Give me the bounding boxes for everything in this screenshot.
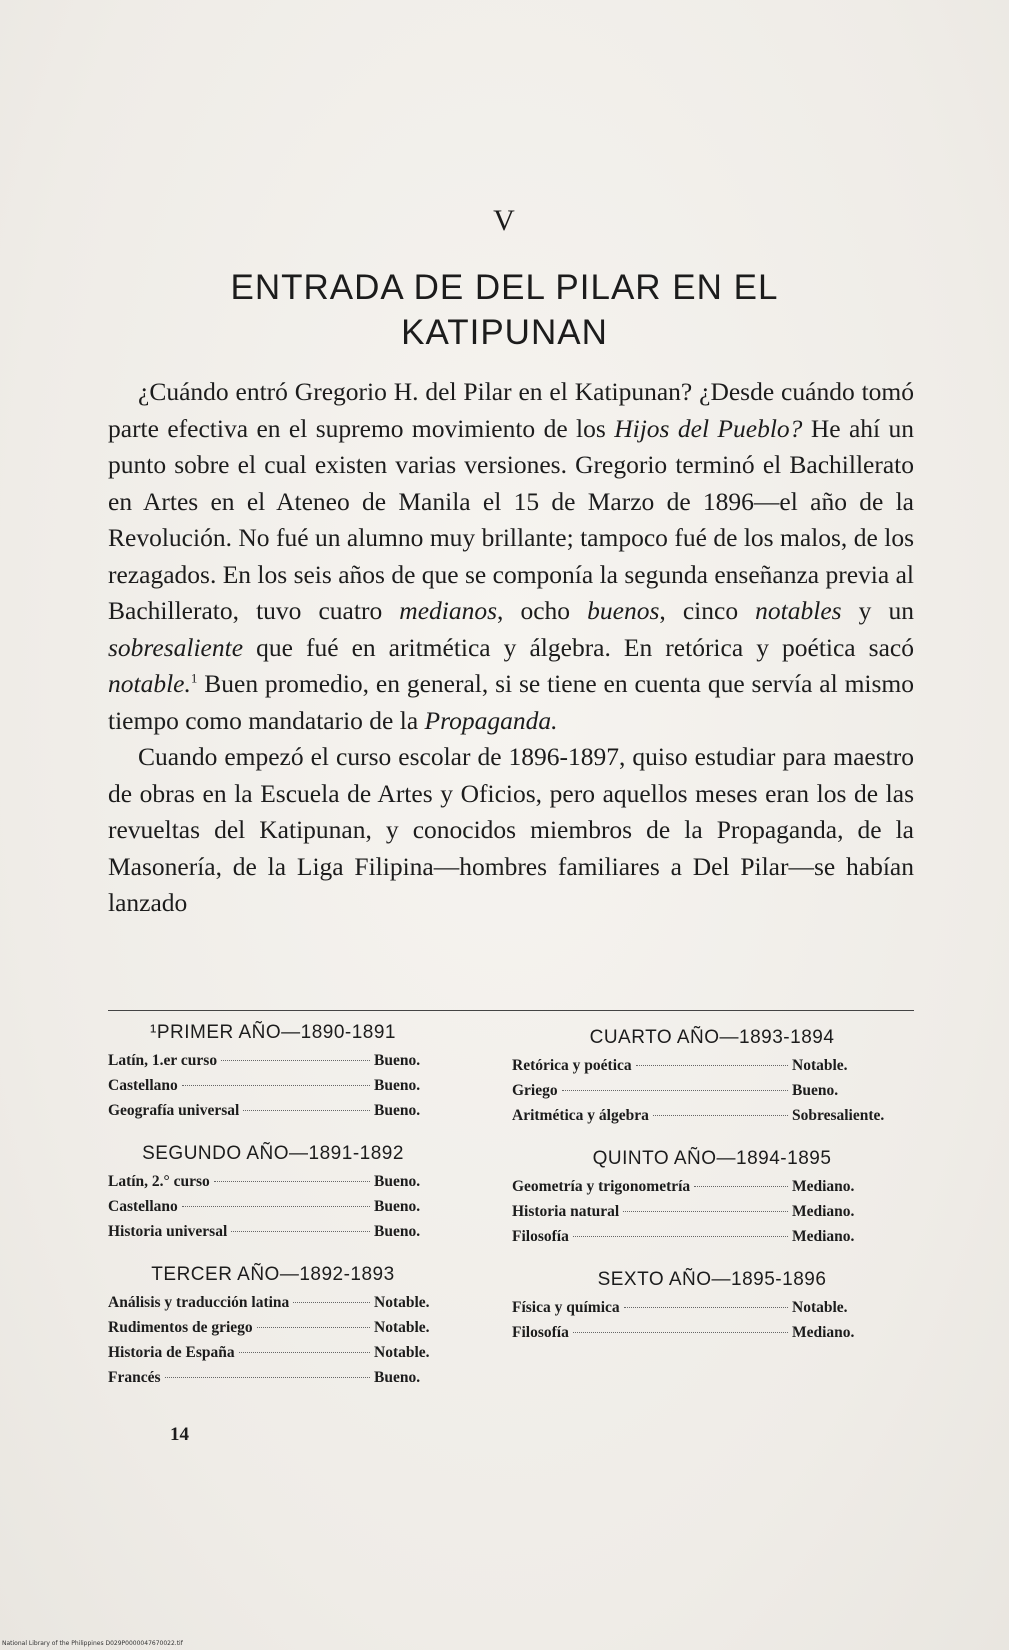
subject-name: Francés bbox=[108, 1369, 161, 1386]
archive-footer: National Library of the Philippines D029P0000047670022.tif bbox=[2, 1640, 183, 1647]
subject-name: Rudimentos de griego bbox=[108, 1319, 253, 1336]
grade-row bbox=[512, 1299, 912, 1324]
grade-row bbox=[512, 1082, 912, 1107]
year-heading: QUINTO AÑO—1894-1895 bbox=[592, 1148, 832, 1169]
grade-value: Bueno. bbox=[374, 1198, 421, 1215]
grade-row bbox=[108, 1294, 438, 1319]
year-block bbox=[512, 1269, 912, 1349]
chapter-number: V bbox=[493, 204, 516, 237]
dot-leader bbox=[293, 1302, 370, 1303]
dot-leader bbox=[562, 1090, 788, 1091]
grade-row bbox=[108, 1052, 438, 1077]
grade-row bbox=[108, 1223, 438, 1248]
grade-row bbox=[108, 1319, 438, 1344]
year-heading: CUARTO AÑO—1893-1894 bbox=[589, 1027, 835, 1048]
grade-value: Bueno. bbox=[374, 1369, 421, 1386]
dot-leader bbox=[221, 1060, 370, 1061]
dot-leader bbox=[694, 1186, 788, 1187]
grade-row bbox=[108, 1173, 438, 1198]
grade-value: Notable. bbox=[374, 1294, 430, 1311]
year-heading: ¹PRIMER AÑO—1890-1891 bbox=[150, 1022, 396, 1043]
grade-row bbox=[512, 1228, 912, 1253]
subject-name: Aritmética y álgebra bbox=[512, 1107, 649, 1124]
year-heading: SEGUNDO AÑO—1891-1892 bbox=[142, 1143, 404, 1164]
dot-leader bbox=[214, 1181, 370, 1182]
grade-row bbox=[512, 1107, 912, 1132]
body-text bbox=[108, 374, 914, 922]
dot-leader bbox=[573, 1332, 788, 1333]
subject-name: Griego bbox=[512, 1082, 558, 1099]
dot-leader bbox=[239, 1352, 370, 1353]
subject-name: Historia natural bbox=[512, 1203, 620, 1220]
grade-value: Notable. bbox=[792, 1057, 848, 1074]
dot-leader bbox=[623, 1211, 788, 1212]
subject-name: Historia de España bbox=[108, 1344, 235, 1361]
grade-row bbox=[108, 1369, 438, 1394]
grade-value: Mediano. bbox=[792, 1324, 855, 1341]
grade-row bbox=[108, 1077, 438, 1102]
year-block bbox=[108, 1143, 438, 1248]
subject-name: Física y química bbox=[512, 1299, 620, 1316]
grade-value: Bueno. bbox=[792, 1082, 839, 1099]
grade-row bbox=[512, 1203, 912, 1228]
grade-value: Bueno. bbox=[374, 1173, 421, 1190]
subject-name: Filosofía bbox=[512, 1324, 569, 1341]
grade-value: Notable. bbox=[792, 1299, 848, 1316]
dot-leader bbox=[257, 1327, 370, 1328]
grade-value: Mediano. bbox=[792, 1203, 855, 1220]
grade-row bbox=[512, 1178, 912, 1203]
year-heading: TERCER AÑO—1892-1893 bbox=[151, 1264, 395, 1285]
dot-leader bbox=[653, 1115, 788, 1116]
grade-value: Notable. bbox=[374, 1319, 430, 1336]
subject-name: Análisis y traducción latina bbox=[108, 1294, 290, 1311]
subject-name: Castellano bbox=[108, 1198, 178, 1215]
subject-name: Castellano bbox=[108, 1077, 178, 1094]
grades-left-column bbox=[108, 1022, 438, 1410]
dot-leader bbox=[573, 1236, 788, 1237]
footnote-marker: 1 bbox=[190, 670, 198, 686]
subject-name: Geometría y trigonometría bbox=[512, 1178, 691, 1195]
grade-value: Notable. bbox=[374, 1344, 430, 1361]
footnote-divider bbox=[108, 1010, 914, 1011]
year-block bbox=[108, 1264, 438, 1394]
grade-row bbox=[108, 1344, 438, 1369]
subject-name: Retórica y poética bbox=[512, 1057, 632, 1074]
grade-value: Sobresaliente. bbox=[792, 1107, 885, 1124]
grade-value: Bueno. bbox=[374, 1102, 421, 1119]
dot-leader bbox=[231, 1231, 370, 1232]
grade-value: Mediano. bbox=[792, 1178, 855, 1195]
dot-leader bbox=[636, 1065, 788, 1066]
year-heading: SEXTO AÑO—1895-1896 bbox=[597, 1269, 827, 1290]
grade-row bbox=[108, 1198, 438, 1223]
grades-right-column bbox=[512, 1027, 912, 1365]
dot-leader bbox=[165, 1377, 370, 1378]
subject-name: Historia universal bbox=[108, 1223, 228, 1240]
subject-name: Latín, 1.er curso bbox=[108, 1052, 218, 1069]
subject-name: Geografía universal bbox=[108, 1102, 240, 1119]
dot-leader bbox=[243, 1110, 370, 1111]
year-block bbox=[512, 1148, 912, 1253]
grade-value: Bueno. bbox=[374, 1077, 421, 1094]
dot-leader bbox=[624, 1307, 788, 1308]
grade-value: Mediano. bbox=[792, 1228, 855, 1245]
grade-value: Bueno. bbox=[374, 1223, 421, 1240]
year-block bbox=[108, 1022, 438, 1127]
paragraph-2: Cuando empezó el curso escolar de 1896-1897, quiso estudiar para maestro de obras en la Escuela de Artes y Oficios, pero aquellos meses eran los de las revueltas del Katipunan, y conocidos miembros de la Propaganda, de la Masonería, de la Liga Filipina—hombres familiares a Del Pilar—se habían lanzado bbox=[108, 742, 914, 917]
chapter-title: ENTRADA DE DEL PILAR EN EL KATIPUNAN bbox=[230, 268, 779, 352]
page-number: 14 bbox=[170, 1424, 189, 1445]
grade-value: Bueno. bbox=[374, 1052, 421, 1069]
subject-name: Latín, 2.° curso bbox=[108, 1173, 210, 1190]
subject-name: Filosofía bbox=[512, 1228, 569, 1245]
grade-row bbox=[108, 1102, 438, 1127]
year-block bbox=[512, 1027, 912, 1132]
dot-leader bbox=[182, 1085, 370, 1086]
grade-row bbox=[512, 1057, 912, 1082]
dot-leader bbox=[182, 1206, 370, 1207]
paragraph-1: ¿Cuándo entró Gregorio H. del Pilar en el Katipunan? ¿Desde cuándo tomó parte efectiva en el supremo movimiento de los Hijos del Pueblo? He ahí un punto sobre el cual existen varias versiones. Gregorio terminó el Bachillerato en Artes en el Ateneo de Manila el 15 de Marzo de 1896—el año de la Revolución. No fué un alumno muy brillante; tampoco fué de los malos, de los rezagados. En los seis años de que se componía la segunda enseñanza previa al Bachillerato, tuvo cuatro medianos, ocho buenos, cinco notables y un sobresaliente que fué en aritmética y álgebra. En retórica y poética sacó notable.$^1$ Buen promedio, en general, si se tiene en cuenta que servía al mismo tiempo como mandatario de la Propaganda. bbox=[108, 377, 915, 735]
grade-row bbox=[512, 1324, 912, 1349]
